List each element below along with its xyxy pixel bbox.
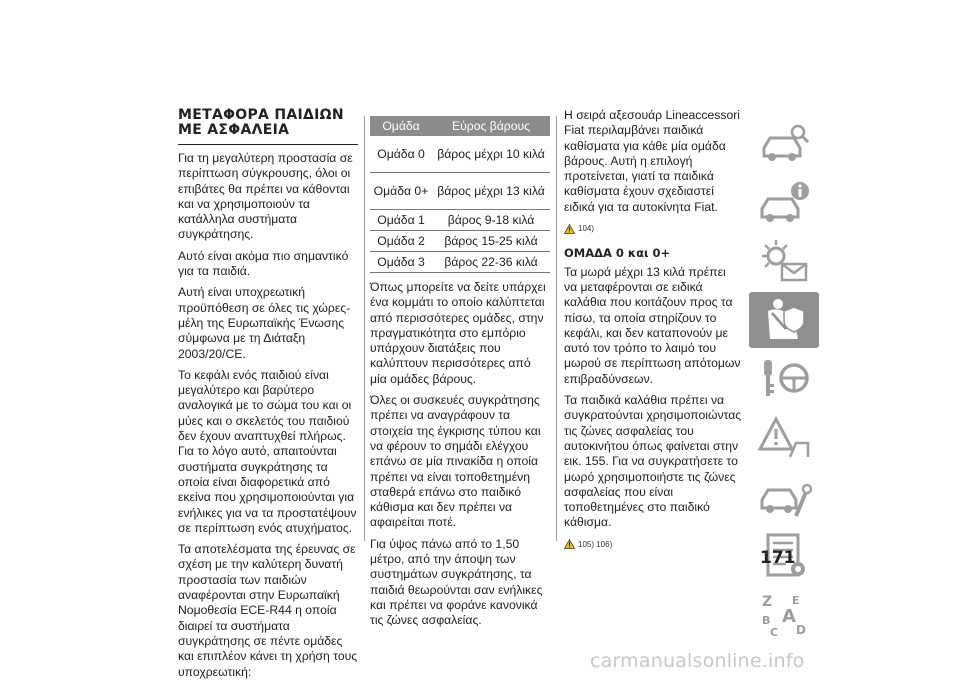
table-row [370, 136, 550, 173]
table-cell: Ομάδα 2 [370, 231, 432, 252]
svg-text:C: C [770, 626, 779, 639]
paragraph: Για τη μεγαλύτερη προστασία σε περίπτωση σύγκρουσης, όλοι οι επιβάτες θα πρέπει να κάθονται και να χρησιμοποιούν τα κατάλληλα συστήματα συγκράτησης. [178, 151, 353, 242]
table-cell: Ομάδα 0+ [370, 173, 432, 210]
paragraph: Αυτή είναι υποχρεωτική προϋπόθεση σε όλες τις χώρες-μέλη της Ευρωπαϊκής Ένωσης σύμφωνα με τη Διάταξη 2003/20/CE. [178, 285, 351, 361]
table-cell: Ομάδα 0 [370, 136, 432, 173]
subsection-title: ΟΜΑΔΑ 0 και 0+ [564, 246, 671, 261]
seat-safety-icon [756, 295, 812, 345]
car-search-icon [756, 118, 812, 168]
table-row [370, 252, 550, 273]
table-cell: Ομάδα 3 [370, 252, 432, 273]
svg-text:A: A [782, 606, 796, 627]
table-header-weight: Εύρος βάρους [432, 116, 550, 136]
svg-text:D: D [796, 623, 806, 637]
sidebar-item-safety[interactable] [749, 292, 819, 348]
sidebar-item-dashboard[interactable] [749, 115, 819, 171]
table-cell: βάρος 15-25 κιλά [432, 231, 550, 252]
warning-reference[interactable] [564, 221, 742, 236]
table-cell: βάρος μέχρι 10 κιλά [432, 136, 550, 173]
table-cell: βάρος 9-18 κιλά [432, 210, 550, 231]
sidebar-item-emergency[interactable] [749, 410, 819, 466]
section-title: ΜΕΤΑΦΟΡΑ ΠΑΙΔΙΩΝ ΜΕ ΑΣΦΑΛΕΙΑ [178, 108, 358, 145]
watermark: carmanualsonline.info [590, 650, 805, 672]
warning-ref-text: 105) 106) [578, 539, 613, 549]
sidebar-item-maintenance[interactable] [749, 469, 819, 525]
paragraph: Το κεφάλι ενός παιδιού είναι μεγαλύτερο και βαρύτερο αναλογικά με το σώμα του και οι μύες και ο σκελετός του παιδιού δεν έχουν αναπτυχθεί πλήρως. Για το λόγο αυτό, απαιτούνται συστήματα συγκράτησης τα οποία είναι διαφορετικά από εκείνα που χρησιμοποιούνται για ενήλικες για να τα προστατέψουν σε περίπτωση ενός ατυχήματος. [178, 367, 357, 535]
sidebar-item-index[interactable] [749, 587, 819, 643]
column-divider [556, 116, 557, 541]
paragraph: Όλες οι συσκευές συγκράτησης πρέπει να αναγράφουν τα στοιχεία της έγκρισης τύπου και να φέρουν το σημάδι ελέγχου επάνω σε μία πινακίδα η οποία πρέπει να είναι τοποθετημένη σταθερά επάνω στο παιδικό κάθισμα και δεν πρέπει να αφαιρείται ποτέ. [370, 393, 541, 530]
paragraph: Τα μωρά μέχρι 13 κιλά πρέπει να μεταφέρονται σε ειδικά καλάθια που κοιτάζουν προς τα πίσω, τα οποία στηρίζουν το κεφάλι, και δεν καταπονούν με αυτό τον τρόπο το λαιμό του μωρού σε περίπτωση απότομων επιβραδύνσεων. [564, 264, 741, 386]
table-cell: βάρος 22-36 κιλά [432, 252, 550, 273]
sidebar-item-warnings[interactable] [749, 233, 819, 289]
warning-ref-text: 104) [578, 224, 595, 234]
warning-reference[interactable] [564, 537, 742, 552]
sidebar-item-knowing[interactable] [749, 174, 819, 230]
warning-road-icon [756, 413, 812, 463]
column-3 [564, 108, 742, 562]
column-1 [178, 108, 358, 686]
paragraph: Αυτό είναι ακόμα πιο σημαντικό για τα παιδιά. [178, 248, 349, 279]
paragraph: Για ύψος πάνω από το 1,50 μέτρο, από την άποψη των συστημάτων συγκράτησης, τα παιδιά θεωρούνται σαν ενήλικες και πρέπει να φοράνε κανονικά τις ζώνες ασφαλείας. [370, 536, 543, 628]
table-header-row [370, 116, 550, 136]
svg-text:E: E [792, 594, 800, 607]
paragraph: Όπως μπορείτε να δείτε υπάρχει ένα κομμάτι το οποίο καλύπτεται από περισσότερες ομάδες, στην πραγματικότητα στο εμπόριο υπάρχουν διατάξεις που καλύπτουν περισσότερες από μία ομάδες βάρους. [370, 280, 546, 386]
warning-triangle-icon [564, 539, 575, 549]
paragraph: Τα παιδικά καλάθια πρέπει να συγκρατούνται χρησιμοποιώντας τις ζώνες ασφαλείας του αυτοκινήτου όπως φαίνεται στην εικ. 155. Για να συγκρατήσετε το μωρό χρησιμοποιήστε τις ζώνες ασφαλείας που είναι τοποθετημένες στο παιδικό κάθισμα. [564, 393, 742, 530]
weight-groups-table [370, 116, 550, 273]
table-row [370, 210, 550, 231]
table-header-group: Ομάδα [370, 116, 432, 136]
svg-text:B: B [762, 614, 771, 627]
light-message-icon [756, 236, 812, 286]
car-info-icon [756, 177, 812, 227]
table-row [370, 173, 550, 210]
car-wrench-icon [756, 472, 812, 522]
table-cell: βάρος μέχρι 13 κιλά [432, 173, 550, 210]
column-divider [364, 116, 365, 541]
paragraph: Τα αποτελέσματα της έρευνας σε σχέση με την καλύτερη δυνατή προστασία των παιδιών αναφέρονται στην Ευρωπαϊκή Νομοθεσία ECE-R44 η οποία διαιρεί τα συστήματα συγκράτησης σε πέντε ομάδες και επιπλέον κάνει τη χρήση τους υποχρεωτική: [178, 542, 358, 679]
table-row [370, 231, 550, 252]
table-cell: Ομάδα 1 [370, 210, 432, 231]
paragraph: Η σειρά αξεσουάρ Lineaccessori Fiat περιλαμβάνει παιδικά καθίσματα για κάθε μία ομάδα βάρους. Αυτή η επιλογή προτείνεται, γιατί τα παιδικά καθίσματα έχουν σχεδιαστεί ειδικά για τα αυτοκίνητα Fiat. [564, 108, 740, 214]
sidebar-item-starting[interactable] [749, 351, 819, 407]
column-2 [370, 116, 550, 635]
key-steering-icon [756, 354, 812, 404]
page-number: 171 [760, 548, 796, 568]
warning-triangle-icon [564, 224, 575, 234]
svg-text:Z: Z [762, 594, 773, 610]
alphabet-index-icon [756, 590, 812, 640]
